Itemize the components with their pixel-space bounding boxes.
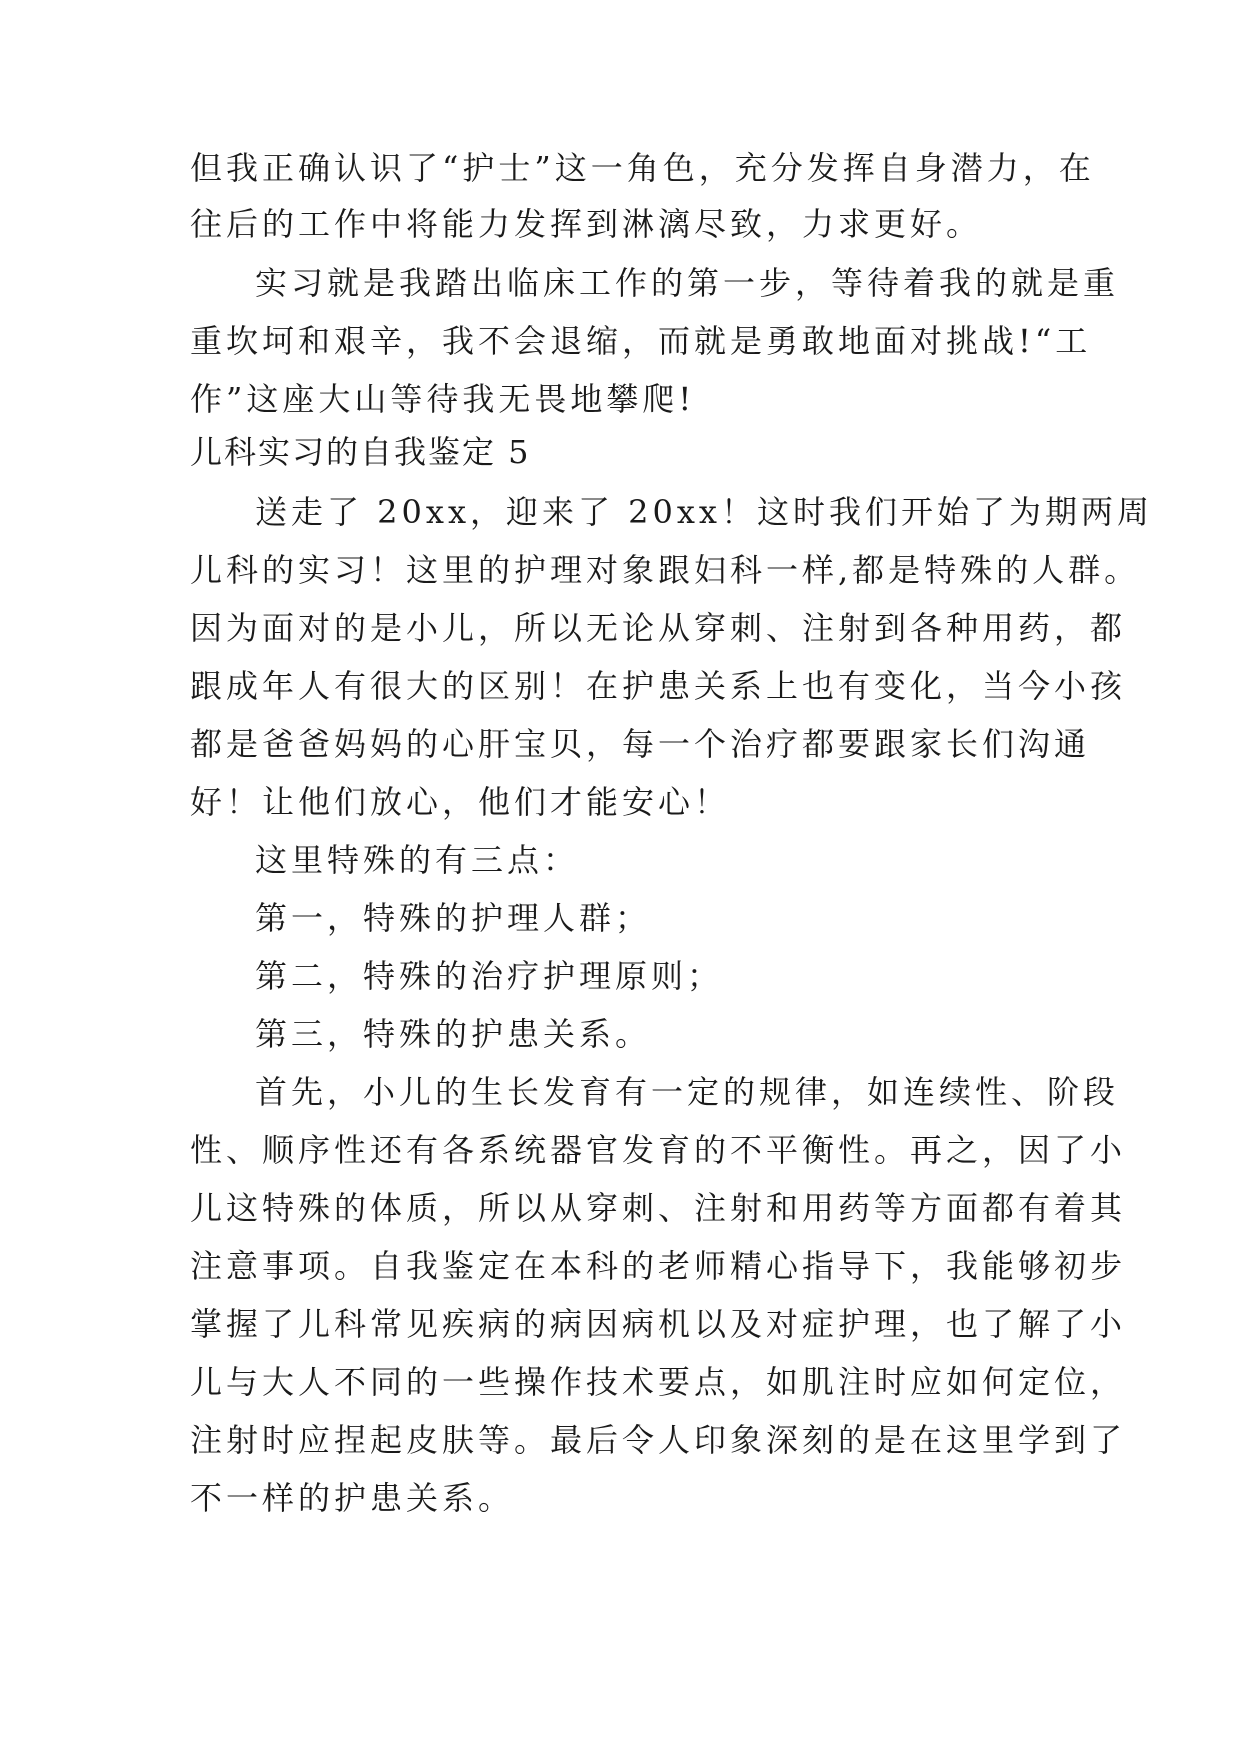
text-line: 性、顺序性还有各系统器官发育的不平衡性。再之，因了小	[190, 1131, 1127, 1169]
list-item: 第三，特殊的护患关系。	[255, 1015, 652, 1053]
text-line: 重坎坷和艰辛，我不会退缩，而就是勇敢地面对挑战!“工	[190, 322, 1092, 360]
text-line: 往后的工作中将能力发挥到淋漓尽致，力求更好。	[190, 205, 983, 243]
paragraph-start: 送走了 20xx，迎来了 20xx！这时我们开始了为期两周	[255, 493, 1153, 531]
text-line: 掌握了儿科常见疾病的病因病机以及对症护理，也了解了小	[190, 1305, 1127, 1343]
text-line: 好！让他们放心，他们才能安心！	[190, 783, 731, 821]
section-heading: 儿科实习的自我鉴定 5	[190, 433, 531, 471]
text-line: 作”这座大山等待我无畏地攀爬!	[190, 380, 696, 418]
paragraph-start: 实习就是我踏出临床工作的第一步，等待着我的就是重	[255, 264, 1120, 302]
paragraph-start: 这里特殊的有三点：	[255, 841, 580, 879]
text-line: 但我正确认识了“护士”这一角色，充分发挥自身潜力，在	[190, 149, 1095, 187]
text-line: 儿与大人不同的一些操作技术要点，如肌注时应如何定位，	[190, 1363, 1127, 1401]
text-line: 都是爸爸妈妈的心肝宝贝，每一个治疗都要跟家长们沟通	[190, 725, 1091, 763]
text-line: 注意事项。自我鉴定在本科的老师精心指导下，我能够初步	[190, 1247, 1127, 1285]
text-line: 因为面对的是小儿，所以无论从穿刺、注射到各种用药，都	[190, 609, 1127, 647]
list-item: 第一，特殊的护理人群；	[255, 899, 652, 937]
text-line: 跟成年人有很大的区别！在护患关系上也有变化，当今小孩	[190, 667, 1127, 705]
text-line: 不一样的护患关系。	[190, 1479, 515, 1517]
list-item: 第二，特殊的治疗护理原则；	[255, 957, 724, 995]
text-line: 儿这特殊的体质，所以从穿刺、注射和用药等方面都有着其	[190, 1189, 1127, 1227]
text-line: 儿科的实习！这里的护理对象跟妇科一样,都是特殊的人群。	[190, 551, 1141, 589]
text-line: 注射时应捏起皮肤等。最后令人印象深刻的是在这里学到了	[190, 1421, 1127, 1459]
paragraph-start: 首先，小儿的生长发育有一定的规律，如连续性、阶段	[255, 1073, 1120, 1111]
